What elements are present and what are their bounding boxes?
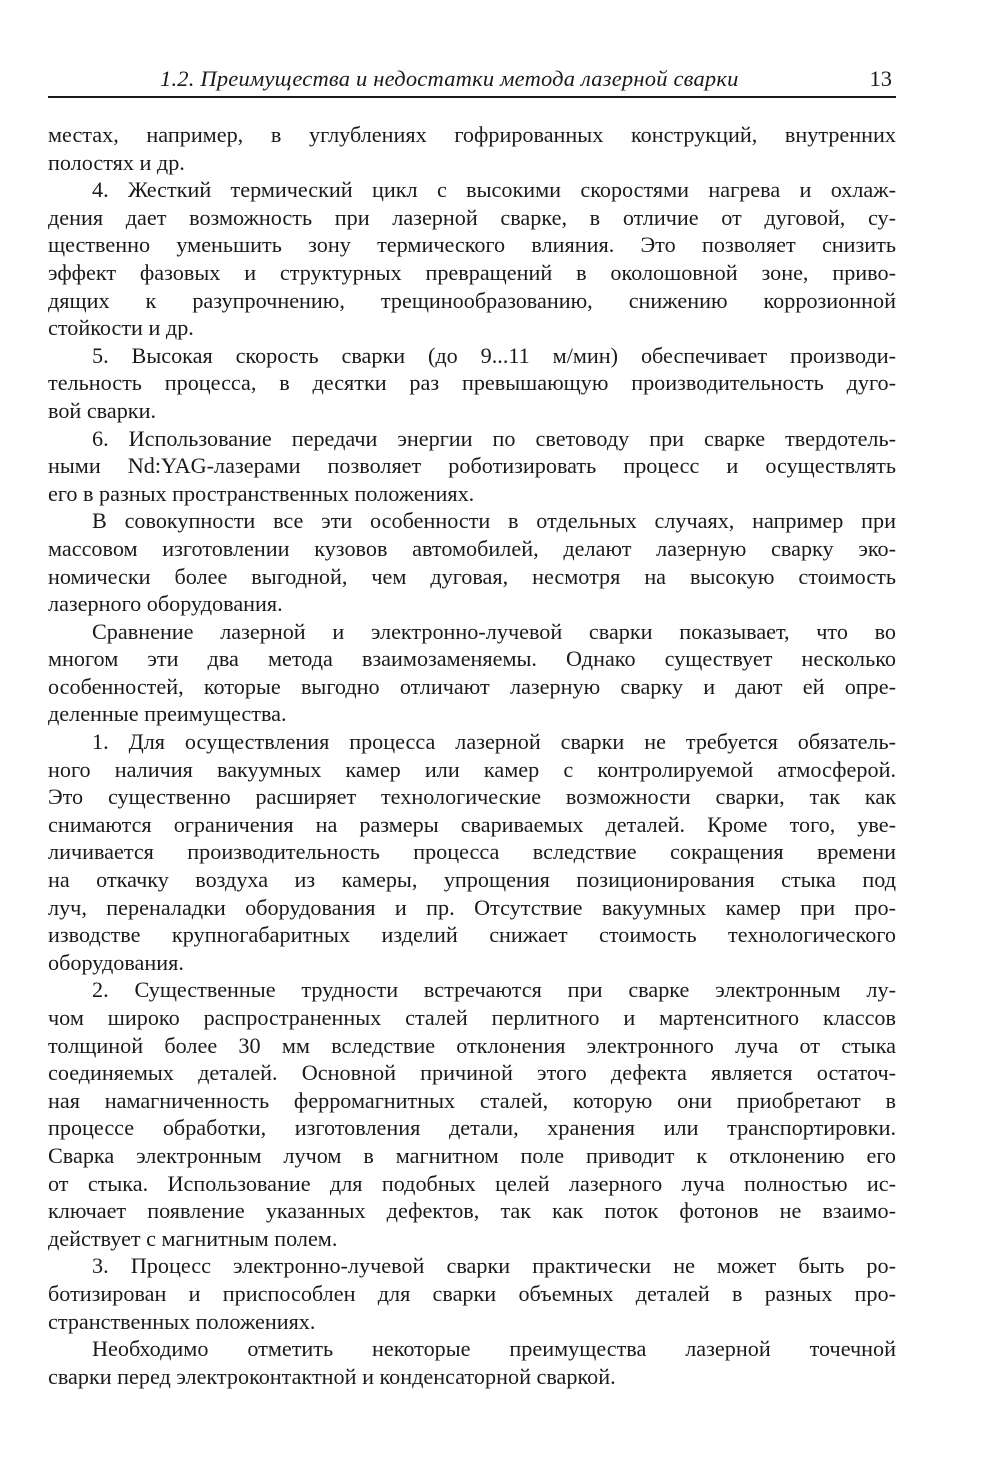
text-line: 2. Существенные трудности встречаются при сварке электронным лу- (92, 977, 896, 1003)
page-number: 13 (869, 66, 892, 91)
text-line: Сравнение лазерной и электронно-лучевой сварки показывает, что во (92, 618, 896, 644)
paragraph (48, 425, 896, 508)
paragraph (48, 176, 896, 342)
text-line: ключает появление указанных дефектов, так как поток фотонов не взаимо- (48, 1198, 896, 1224)
text-line: ного наличия вакуумных камер или камер с контролируемой атмосферой. (48, 756, 896, 782)
text-line: 3. Процесс электронно-лучевой сварки практически не может быть ро- (92, 1253, 896, 1279)
text-line: от стыка. Использование для подобных целей лазерного луча полностью ис- (48, 1170, 896, 1196)
text-line: вой сварки. (48, 397, 157, 423)
text-line: личивается производительность процесса вследствие сокращения времени (48, 839, 896, 865)
text-line: лазерного оборудования. (48, 591, 283, 617)
text-line: местах, например, в углублениях гофрированных конструкций, внутренних (48, 122, 896, 147)
text-line: чом широко распространенных сталей перлитного и мартенситного классов (48, 1005, 896, 1030)
running-header (48, 62, 896, 98)
text-line: стойкости и др. (48, 315, 194, 341)
text-line: многом эти два метода взаимозаменяемы. Однако существует несколько (48, 646, 896, 672)
text-line: процессе обработки, изготовления детали, хранения или транспортировки. (48, 1115, 896, 1141)
text-line: тельность процесса, в десятки раз превышающую производительность дуго- (48, 370, 896, 396)
text-line: эффект фазовых и структурных превращений в околошовной зоне, приво- (48, 259, 896, 285)
text-line: ными Nd:YAG-лазерами позволяет роботизировать процесс и осуществлять (48, 453, 896, 479)
text-line: дящих к разупрочнению, трещинообразованию, снижению коррозионной (48, 287, 896, 313)
text-line: В совокупности все эти особенности в отдельных случаях, например при (92, 508, 896, 534)
text-line: дения дает возможность при лазерной сварке, в отличие от дуговой, су- (48, 204, 896, 230)
text-line: особенностей, которые выгодно отличают лазерную сварку и дают ей опре- (48, 673, 896, 699)
text-line: оборудования. (48, 949, 184, 975)
text-line: снимаются ограничения на размеры свариваемых деталей. Кроме того, уве- (48, 811, 896, 837)
paragraph (48, 618, 896, 728)
text-line: Необходимо отметить некоторые преимущества лазерной точечной (92, 1336, 896, 1362)
text-line: ботизирован и приспособлен для сварки объемных деталей в разных про- (48, 1280, 896, 1306)
text-line: на откачку воздуха из камеры, упрощения позиционирования стыка под (48, 867, 896, 893)
paragraph (48, 121, 896, 176)
text-line: Сварка электронным лучом в магнитном поле приводит к отклонению его (48, 1142, 896, 1168)
text-line: полостях и др. (48, 149, 185, 175)
paragraph (48, 342, 896, 425)
text-line: 4. Жесткий термический цикл с высокими скоростями нагрева и охлаж- (92, 177, 896, 203)
running-header-title: 1.2. Преимущества и недостатки метода лазерной сварки (160, 66, 739, 91)
text-line: странственных положениях. (48, 1308, 316, 1334)
text-line: сварки перед электроконтактной и конденсаторной сваркой. (48, 1363, 616, 1389)
text-line: соединяемых деталей. Основной причиной этого дефекта является остаточ- (48, 1060, 896, 1086)
text-line: массовом изготовлении кузовов автомобилей, делают лазерную сварку эко- (48, 535, 896, 561)
text-line: толщиной более 30 мм вследствие отклонения электронного луча от стыка (48, 1032, 896, 1058)
text-line: изводстве крупногабаритных изделий снижает стоимость технологического (48, 922, 896, 948)
text-line: ная намагниченность ферромагнитных сталей, которую они приобретают в (48, 1087, 896, 1113)
paragraph (48, 976, 896, 1252)
text-line: Это существенно расширяет технологические возможности сварки, так как (48, 784, 896, 810)
text-line: 1. Для осуществления процесса лазерной сварки не требуется обязатель- (92, 729, 896, 755)
text-line: 5. Высокая скорость сварки (до 9...11 м/мин) обеспечивает производи- (92, 342, 896, 368)
text-line: номически более выгодной, чем дуговая, несмотря на высокую стоимость (48, 563, 896, 589)
text-line: щественно уменьшить зону термического влияния. Это позволяет снизить (48, 232, 896, 258)
text-line: деленные преимущества. (48, 701, 287, 727)
paragraph (48, 728, 896, 976)
text-line: его в разных пространственных положениях. (48, 480, 475, 506)
paragraph (48, 507, 896, 617)
paragraph (48, 1252, 896, 1335)
body-text (48, 121, 896, 1390)
text-line: 6. Использование передачи энергии по световоду при сварке твердотель- (92, 425, 896, 451)
paragraph (48, 1335, 896, 1390)
text-line: луч, переналадки оборудования и пр. Отсутствие вакуумных камер при про- (48, 894, 896, 920)
text-line: действует с магнитным полем. (48, 1225, 338, 1251)
